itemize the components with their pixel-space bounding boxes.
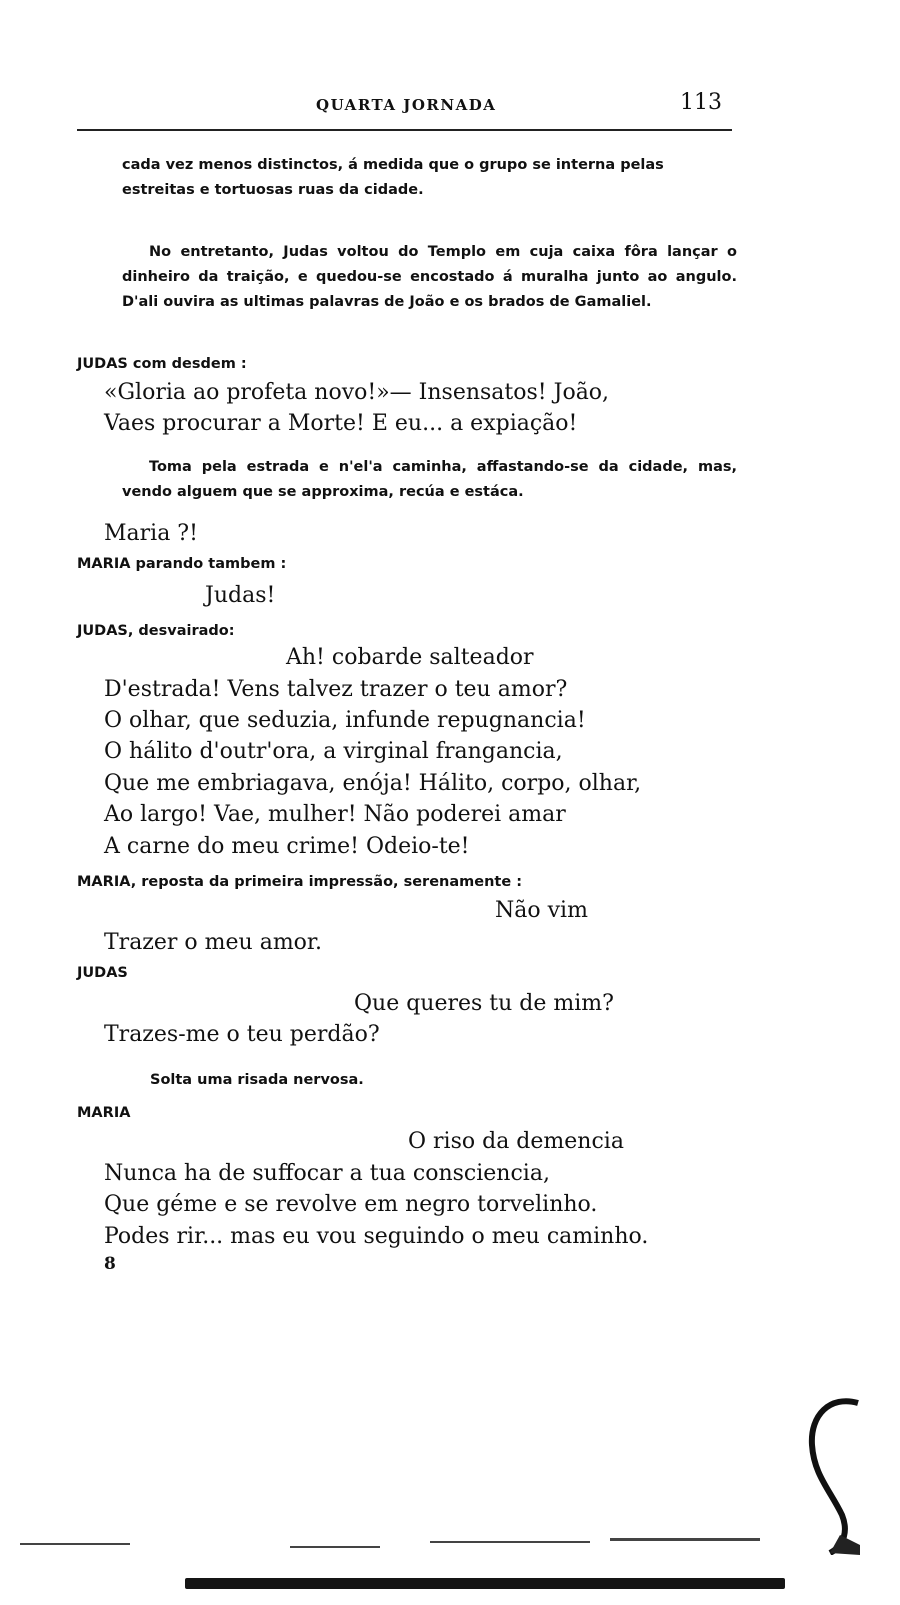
verse-line: Vaes procurar a Morte! E eu... a expiação! <box>104 411 578 436</box>
verse-line: Judas! <box>205 583 276 608</box>
scan-artifact <box>430 1541 590 1543</box>
speaker-cue: MARIA parando tambem : <box>77 556 287 572</box>
stage-direction: Solta uma risada nervosa. <box>150 1072 364 1088</box>
verse-line: Podes rir... mas eu vou seguindo o meu caminho. <box>104 1224 649 1249</box>
verse-line: Que géme e se revolve em negro torvelinho. <box>104 1192 598 1217</box>
verse-line: D'estrada! Vens talvez trazer o teu amor? <box>104 677 568 702</box>
stage-direction: No entretanto, Judas voltou do Templo em cuja caixa fôra lançar o dinheiro da traição, e quedou-se encostado á muralha junto ao angulo. D'ali ouvira as ultimas palavras de João e os brados de Gamaliel. <box>122 244 737 310</box>
scan-artifact <box>610 1538 760 1541</box>
verse-line: Que me embriagava, enója! Hálito, corpo, olhar, <box>104 771 642 796</box>
stage-direction: Toma pela estrada e n'el'a caminha, affastando-se da cidade, mas, vendo alguem que se approxima, recúa e estáca. <box>122 459 737 500</box>
signature-mark: 8 <box>104 1254 116 1274</box>
verse-line: «Gloria ao profeta novo!»— Insensatos! João, <box>104 380 610 405</box>
header-rule <box>77 129 732 131</box>
speaker-cue: JUDAS, desvairado: <box>77 623 235 639</box>
verse-line: Nunca ha de suffocar a tua consciencia, <box>104 1161 550 1186</box>
page-curl-artifact <box>800 1395 860 1555</box>
page-number: 113 <box>680 90 722 115</box>
verse-line: Ao largo! Vae, mulher! Não poderei amar <box>104 802 566 827</box>
stage-direction: cada vez menos distinctos, á medida que o grupo se interna pelas estreitas e tortuosas ruas da cidade. <box>122 157 664 198</box>
verse-line: Que queres tu de mim? <box>354 991 614 1016</box>
verse-line: Trazes-me o teu perdão? <box>104 1022 380 1047</box>
verse-line: Trazer o meu amor. <box>104 930 323 955</box>
scan-artifact <box>20 1543 130 1545</box>
scan-artifact <box>185 1578 785 1589</box>
verse-line: Maria ?! <box>104 521 198 546</box>
verse-line: O olhar, que seduzia, infunde repugnancia! <box>104 708 586 733</box>
speaker-cue: MARIA <box>77 1105 131 1121</box>
verse-line: Não vim <box>495 898 588 923</box>
speaker-cue: MARIA, reposta da primeira impressão, serenamente : <box>77 874 523 890</box>
running-header-title: QUARTA JORNADA <box>316 96 497 114</box>
verse-line: Ah! cobarde salteador <box>286 645 534 670</box>
verse-line: O riso da demencia <box>408 1129 624 1154</box>
speaker-cue: JUDAS com desdem : <box>77 356 247 372</box>
scan-artifact <box>290 1546 380 1548</box>
verse-line: A carne do meu crime! Odeio-te! <box>104 834 470 859</box>
speaker-cue: JUDAS <box>77 965 128 981</box>
verse-line: O hálito d'outr'ora, a virginal frangancia, <box>104 739 563 764</box>
